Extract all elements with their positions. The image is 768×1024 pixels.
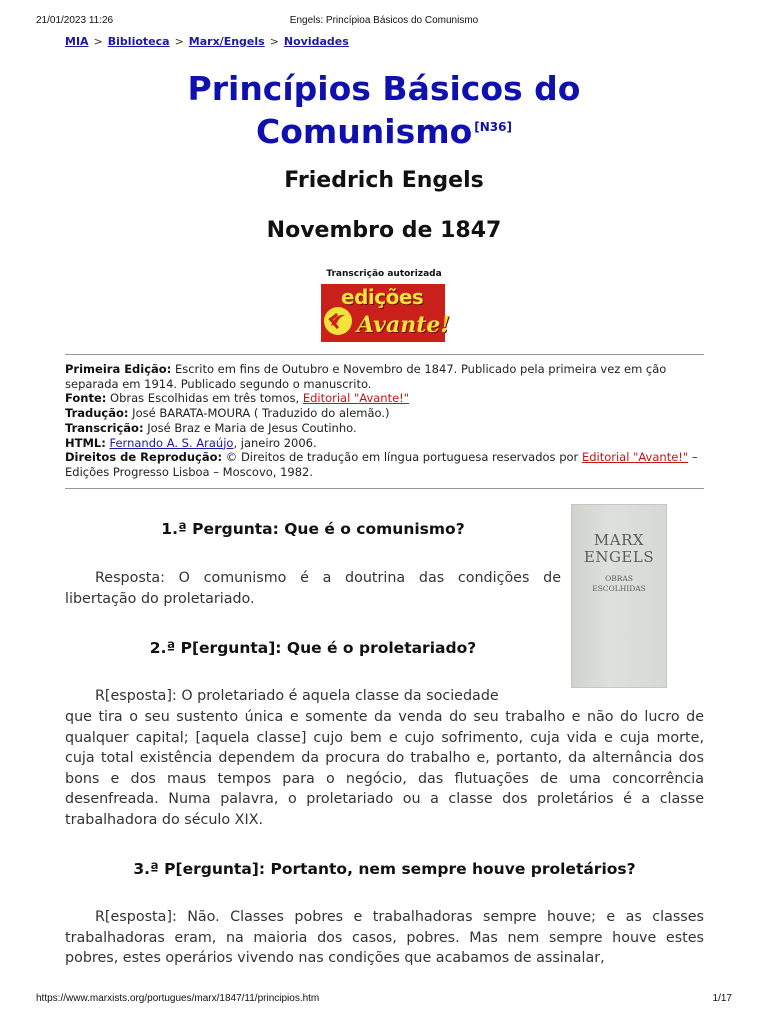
breadcrumb-separator: > — [269, 35, 279, 48]
meta-fonte: Fonte: Obras Escolhidas em três tomos, Editorial "Avante!" — [65, 391, 410, 406]
breadcrumb-link-marx-engels[interactable]: Marx/Engels — [188, 35, 265, 48]
title-line-1: Princípios Básicos do — [187, 69, 581, 108]
answer-paragraph: R[esposta]: O proletariado é aquela classe da sociedade — [95, 688, 499, 704]
print-datetime: 21/01/2023 11:26 — [36, 15, 114, 26]
breadcrumb-separator: > — [174, 35, 184, 48]
breadcrumb-link-biblioteca[interactable]: Biblioteca — [107, 35, 170, 48]
editorial-avante-link[interactable]: Editorial "Avante!" — [302, 391, 410, 406]
question-heading: 1.ª Pergunta: Que é o comunismo? — [161, 520, 465, 538]
title-line-2 — [100, 108, 668, 151]
breadcrumb-link-mia[interactable]: MIA — [65, 35, 89, 48]
meta-direitos: Direitos de Reprodução: © Direitos de tradução em língua portuguesa reservados por Editorial "Avante!" – Edições Progresso Lisboa – Moscovo, 1982. — [65, 450, 698, 479]
question-heading: 3.ª P[ergunta]: Portanto, nem sempre houve proletários? — [133, 860, 636, 878]
logo-bottom-word: Avante! — [357, 312, 451, 338]
page-number: 1/17 — [712, 993, 732, 1004]
breadcrumb — [65, 35, 349, 48]
html-author-link[interactable]: Fernando A. S. Araújo — [109, 435, 234, 450]
edition-info — [65, 362, 705, 480]
answer-paragraph: R[esposta]: Não. Classes pobres e trabalhadoras sempre houve; e as classes trabalhadoras eram, na maioria dos casos, pobres. Mas nem sempre houve estes pobres, estes operários vivendo nas condições que acabamos de assinalar, — [65, 909, 704, 966]
divider — [65, 488, 704, 489]
print-footer — [36, 993, 732, 1007]
footnote-link[interactable]: [N36] — [474, 120, 512, 134]
answer-paragraph: que tira o seu sustento única e somente da venda do seu trabalho e não do lucro de qualquer capital; [aquela classe] cujo bem e cujo sofrimento, cuja vida e cuja morte, cuja total existência dependem da procura do trabalho e, portanto, da alternância dos bons e dos maus tempos para o negócio, das flutuações de uma concorrência desenfreada. Numa palavra, o proletariado ou a classe dos proletários é a classe trabalhadora do século XIX. — [65, 709, 704, 828]
breadcrumb-separator: > — [93, 35, 103, 48]
book-cover-line: ENGELS — [583, 548, 655, 566]
breadcrumb-link-novidades[interactable]: Novidades — [283, 35, 349, 48]
authorization-note: Transcrição autorizada — [326, 269, 442, 279]
publisher-logo[interactable] — [321, 284, 451, 342]
question-heading: 2.ª P[ergunta]: Que é o proletariado? — [149, 639, 477, 657]
book-cover-line: MARX — [593, 531, 645, 549]
print-url: https://www.marxists.org/portugues/marx/1847/11/principios.htm — [36, 993, 320, 1004]
meta-primeira-edicao: Primeira Edição: Escrito em fins de Outubro e Novembro de 1847. Publicado pela primeira vez em ção separada em 1914. Publicado segundo o manuscrito. — [65, 362, 667, 391]
editorial-avante-link[interactable]: Editorial "Avante!" — [581, 450, 689, 465]
answer-paragraph: Resposta: O comunismo é a doutrina das condições de libertação do proletariado. — [65, 570, 561, 607]
book-cover-subtitle: OBRAS ESCOLHIDAS — [592, 574, 646, 593]
meta-transcricao: Transcrição: José Braz e Maria de Jesus Coutinho. — [65, 420, 357, 435]
print-header — [36, 15, 732, 29]
meta-html: HTML: Fernando A. S. Araújo, janeiro 2006. — [65, 435, 317, 450]
publication-date: Novembro de 1847 — [266, 218, 502, 243]
page-title — [100, 70, 668, 151]
hammer-sickle-icon — [323, 306, 353, 336]
title-line-2-text: Comunismo — [256, 112, 473, 151]
author-name: Friedrich Engels — [284, 168, 484, 193]
meta-traducao: Tradução: José BARATA-MOURA ( Traduzido do alemão.) — [65, 406, 390, 421]
book-cover-image — [571, 504, 667, 688]
divider — [65, 354, 704, 355]
logo-top-word: edições — [341, 285, 424, 309]
print-doc-title: Engels: Princípioa Básicos do Comunismo — [289, 15, 479, 26]
